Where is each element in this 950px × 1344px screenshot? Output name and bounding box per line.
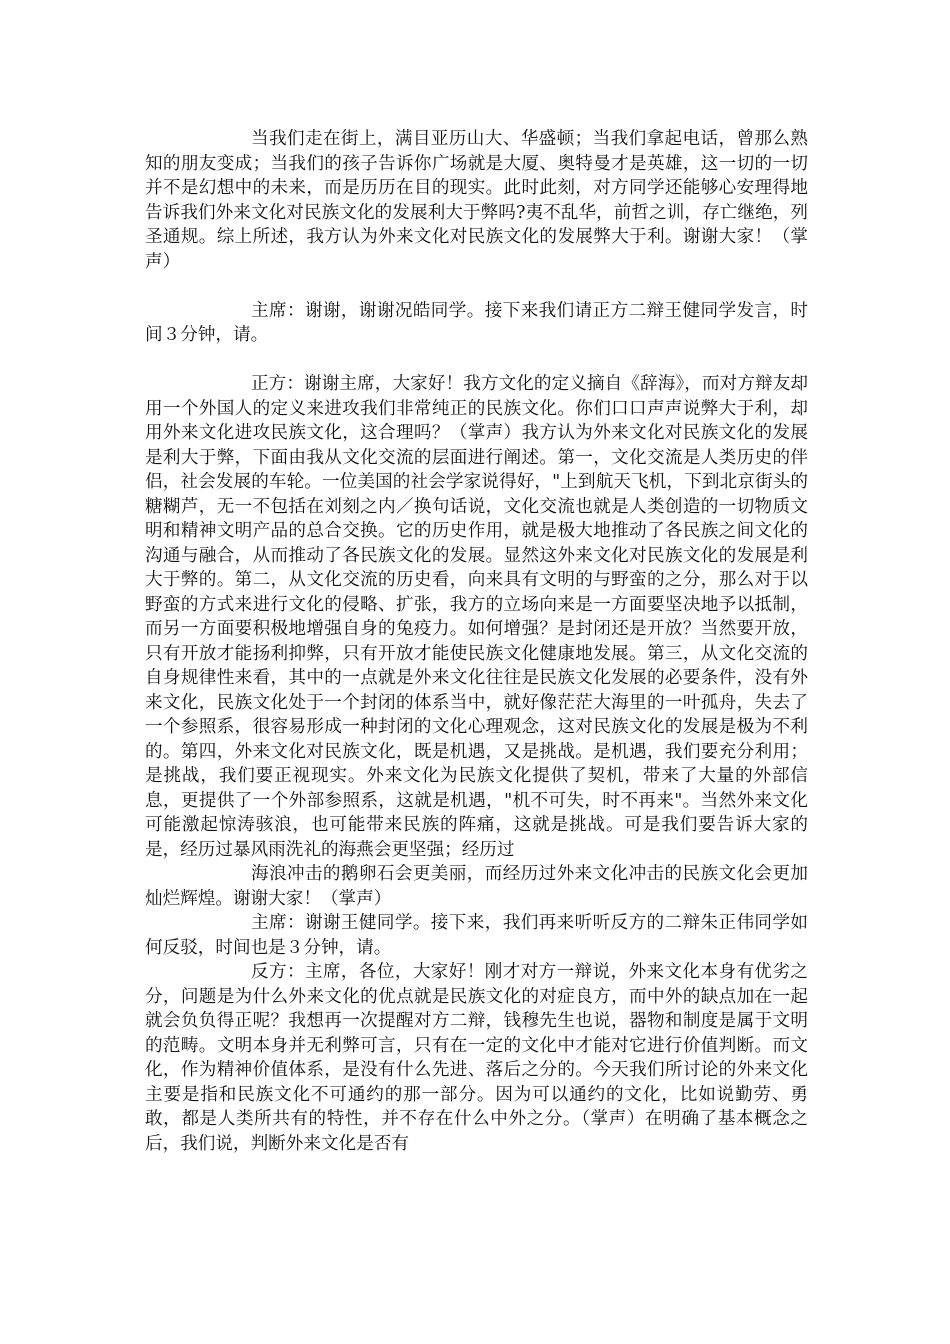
document-page	[145, 127, 808, 1156]
paragraph-closing-statement: 当我们走在街上，满目亚历山大、华盛顿；当我们拿起电话，曾那么熟知的朋友变成；当我们的孩子告诉你广场就是大厦、奥特曼才是英雄，这一切的一切并不是幻想中的未来，而是历历在目的现实。此时此刻，对方同学还能够心安理得地告诉我们外来文化对民族文化的发展利大于弊吗?夷不乱华，前哲之训，存亡继绝，列圣通规。综上所述，我方认为外来文化对民族文化的发展弊大于利。谢谢大家！（掌声）	[145, 129, 808, 272]
paragraph-gap	[145, 348, 808, 373]
paragraph-chair-intro: 主席：谢谢，谢谢况皓同学。接下来我们请正方二辩王健同学发言，时间３分钟，请。	[145, 300, 808, 345]
paragraph-negative-speech: 反方：主席，各位，大家好！刚才对方一辩说，外来文化本身有优劣之分，问题是为什么外来文化的优点就是民族文化的对症良方，而中外的缺点加在一起就会负负得正呢？我想再一次提醒对方二辩，钱穆先生也说，器物和制度是属于文明的范畴。文明本身并无利弊可言，只有在一定的文化中才能对它进行价值判断。而文化，作为精神价值体系，是没有什么先进、落后之分的。今天我们所讨论的外来文化主要是指和民族文化不可通约的那一部分。因为可以通约的文化，比如说勤劳、勇敢，都是人类所共有的特性，并不存在什么中外之分。（掌声）在明确了基本概念之后，我们说，判断外来文化是否有	[145, 962, 808, 1154]
paragraph-gap	[145, 274, 808, 299]
paragraph-affirmative-speech: 正方：谢谢主席，大家好！我方文化的定义摘自《辞海》，而对方辩友却用一个外国人的定义来进攻我们非常纯正的民族文化。你们口口声声说弊大于利，却用外来文化进攻民族文化，这合理吗？（掌声）我方认为外来文化对民族文化的发展是利大于弊，下面由我从文化交流的层面进行阐述。第一，文化交流是人类历史的伴侣，社会发展的车轮。一位美国的社会学家说得好，"上到航天飞机，下到北京街头的糖糊芦，无一不包括在刘刻之内／换句话说，文化交流也就是人类创造的一切物质文明和精神文明产品的总合交换。它的历史作用，就是极大地推动了各民族之间文化的沟通与融合，从而推动了各民族文化的发展。显然这外来文化对民族文化的发展是利大于弊的。第二，从文化交流的历史看，向来具有文明的与野蛮的之分，那么对于以野蛮的方式来进行文化的侵略、扩张，我方的立场向来是一方面要坚决地予以抵制，而另一方面要积极地增强自身的兔疫力。如何增强？是封闭还是开放？当然要开放，只有开放才能扬利抑弊，只有开放才能使民族文化健康地发展。第三，从文化交流的自身规律性来看，其中的一点就是外来文化往往是民族文化发展的必要条件，没有外来文化，民族文化处于一个封闭的体系当中，就好像茫茫大海里的一叶孤舟，失去了一个参照系，很容易形成一种封闭的文化心理观念，这对民族文化的发展是极为不利的。第四，外来文化对民族文化，既是机遇，又是挑战。是机遇，我们要充分利用；是挑战，我们要正视现实。外来文化为民族文化提供了契机，带来了大量的外部信息，更提供了一个外部参照系，这就是机遇，"机不可失，时不再来"。当然外来文化可能激起惊涛骇浪，也可能带来民族的阵痛，这就是挑战。可是我们要告诉大家的是，经历过暴风雨洗礼的海燕会更坚强；经历过	[145, 374, 808, 860]
paragraph-affirmative-speech-continued: 海浪冲击的鹅卵石会更美丽，而经历过外来文化冲击的民族文化会更加灿烂辉煌。谢谢大家！（掌声）	[145, 864, 808, 909]
paragraph-chair-transition: 主席：谢谢王健同学。接下来，我们再来听听反方的二辩朱正伟同学如何反驳，时间也是３分钟，请。	[145, 913, 808, 958]
